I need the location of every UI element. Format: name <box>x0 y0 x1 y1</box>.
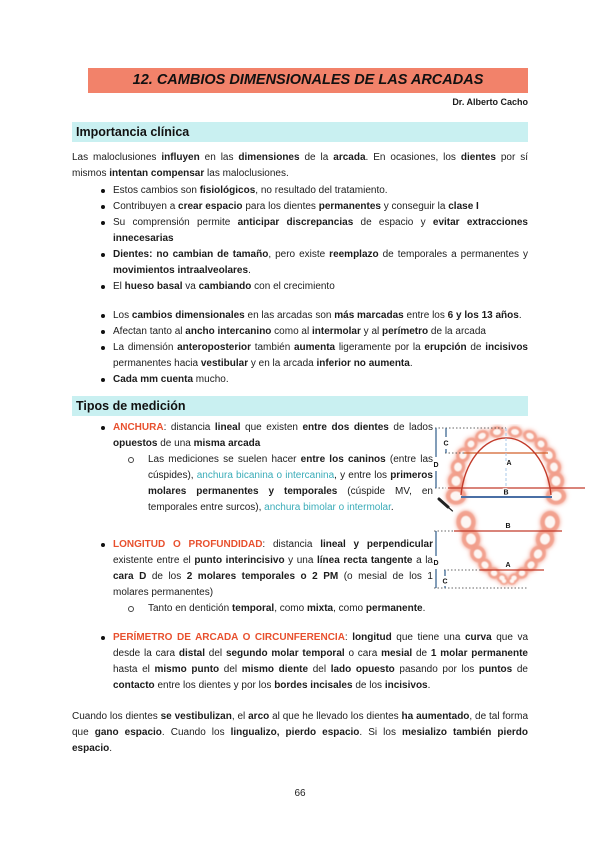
bullet-item: La dimensión anteroposterior también aumenta ligeramente por la erupción de incisivos permanentes hacia vestibular y en la arcada inferior no aumenta. <box>72 340 528 372</box>
bullet-item: Dientes: no cambian de tamaño, pero existe reemplazo de temporales a permanentes y movimientos intraalveolares. <box>72 247 528 279</box>
bullet-item: Su comprensión permite anticipar discrepancias de espacio y evitar extracciones innecesarias <box>72 215 528 247</box>
section-heading-importancia: Importancia clínica <box>72 122 528 142</box>
label-c: C <box>442 578 448 586</box>
bullet-list-clinical-top <box>72 183 528 295</box>
clinical-section-body <box>72 147 528 388</box>
label-a: A <box>505 562 511 569</box>
lower-arch-figure <box>428 506 598 606</box>
author-line: Dr. Alberto Cacho <box>452 97 528 107</box>
label-a: A <box>506 460 512 467</box>
label-b: B <box>503 489 509 497</box>
bullet-item: Cada mm cuenta mucho. <box>72 372 528 388</box>
bullet-item: Estos cambios son fisiológicos, no resultado del tratamiento. <box>72 183 528 199</box>
label-b: B <box>505 523 511 530</box>
label-d: D <box>433 560 439 567</box>
closing-paragraph: Cuando los dientes se vestibulizan, el arco al que he llevado los dientes ha aumentado, de tal forma que gano espacio. Cuando los lingualizo, pierdo espacio. Si los mesializo también pierdo espacio. <box>72 711 529 754</box>
page-title: 12. CAMBIOS DIMENSIONALES DE LAS ARCADAS <box>88 68 528 93</box>
bullet-item: El hueso basal va cambiando con el crecimiento <box>72 279 528 295</box>
bullet-list-perimetro <box>72 630 528 694</box>
bullet-item: Contribuyen a crear espacio para los dientes permanentes y conseguir la clase I <box>72 199 528 215</box>
page-number: 66 <box>294 788 306 799</box>
section-heading-tipos: Tipos de medición <box>72 396 528 416</box>
label-d: D <box>433 462 439 469</box>
bullet-list-measurement <box>72 420 433 617</box>
bullet-item-longitud: LONGITUD O PROFUNDIDAD: distancia lineal y perpendicular existente entre el punto interincisivo y una línea recta tangente a la cara D de los 2 molares temporales o 2 PM (o mesial de los 1 molares permanentes) <box>72 537 433 601</box>
intro-paragraph: Las maloclusiones influyen en las dimensiones de la arcada. En ocasiones, los dientes por sí mismos intentan compensar las maloclusiones. <box>72 152 528 179</box>
perimetro-body <box>72 630 528 694</box>
label-c: C <box>443 440 449 448</box>
bullet-item-anchura: ANCHURA: distancia lineal que existen entre dos dientes de lados opuestos de una misma arcada <box>72 420 433 452</box>
measurement-section-body <box>72 420 433 617</box>
sub-bullet-anchura: Las mediciones se suelen hacer entre los caninos (entre las cúspides), anchura bicanina o intercanina, y entre los primeros molares permanentes y temporales (cúspide MV, en temporales entre surcos), anchura bimolar o intermolar. <box>72 452 433 516</box>
bullet-item: Los cambios dimensionales en las arcadas son más marcadas entre los 6 y los 13 años. <box>72 308 528 324</box>
bullet-item-perimetro: PERÍMETRO DE ARCADA O CIRCUNFERENCIA: longitud que tiene una curva que va desde la cara distal del segundo molar temporal o cara mesial de 1 molar permanente hasta el mismo punto del mismo diente del lado opuesto pasando por los puntos de contacto entre los dientes y por los bordes incisales de los incisivos. <box>72 630 528 694</box>
upper-arch-figure <box>428 424 598 514</box>
bullet-item: Afectan tanto al ancho intercanino como al intermolar y al perímetro de la arcada <box>72 324 528 340</box>
bullet-list-clinical-bottom <box>72 308 528 388</box>
sub-bullet-longitud: Tanto en dentición temporal, como mixta, como permanente. <box>72 601 433 617</box>
